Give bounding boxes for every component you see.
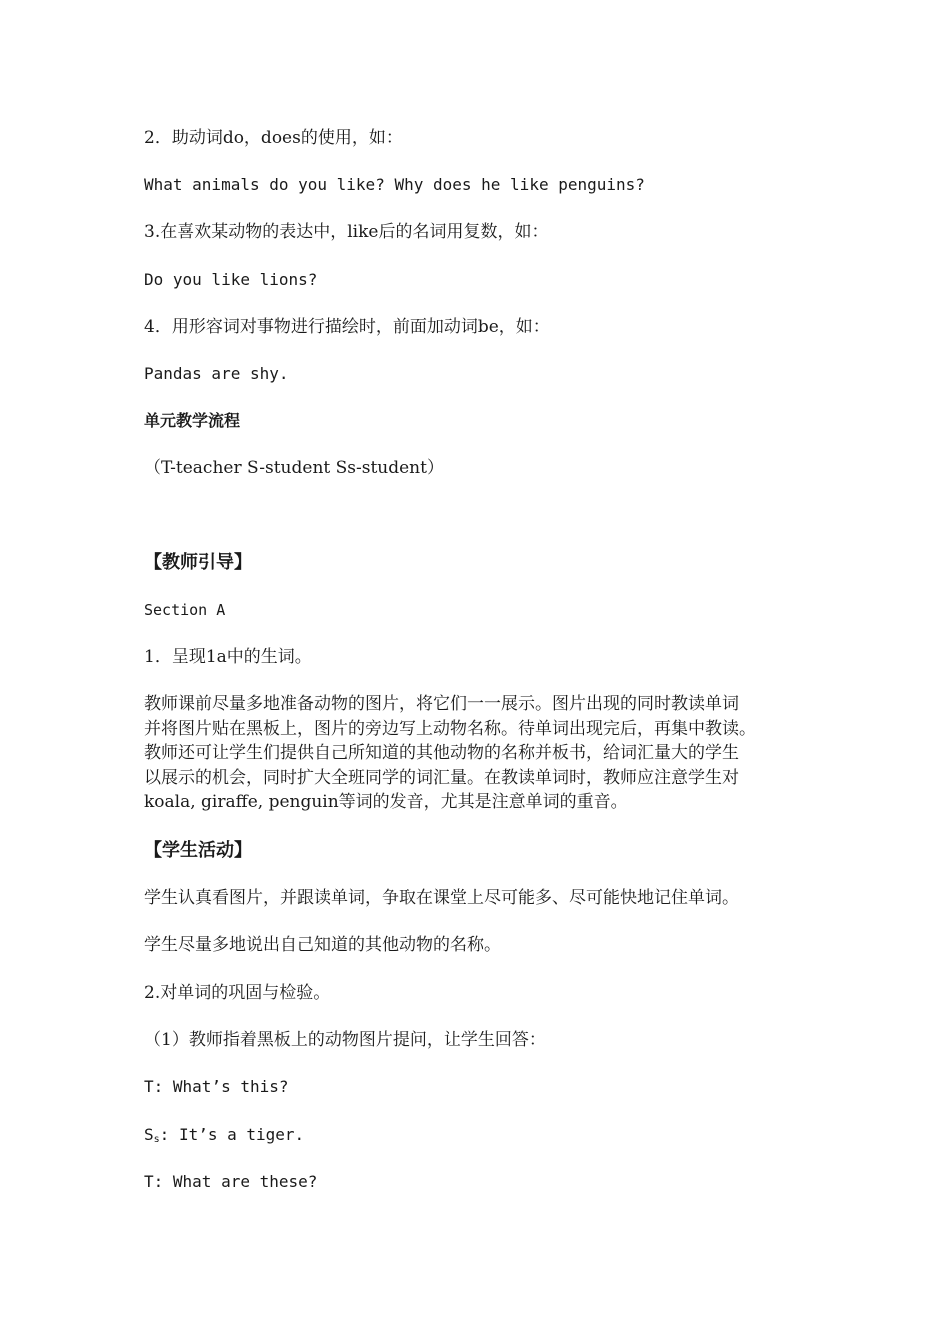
student-activity-2: 学生尽量多地说出自己知道的其他动物的名称。 bbox=[144, 935, 501, 955]
paragraph-line: koala, giraffe, penguin等词的发音，尤其是注意单词的重音。 bbox=[144, 792, 628, 812]
student-activity-1: 学生认真看图片，并跟读单词，争取在课堂上尽可能多、尽可能快地记住单词。 bbox=[144, 888, 739, 908]
paragraph-line: 教师还可让学生们提供自己所知道的其他动物的名称并板书，给词汇量大的学生 bbox=[144, 743, 739, 763]
grammar-point-4: 4．用形容词对事物进行描绘时，前面加动词be，如： bbox=[144, 317, 550, 337]
paragraph-line: 教师课前尽量多地准备动物的图片，将它们一一展示。图片出现的同时教读单词 bbox=[144, 694, 739, 714]
speaker-subscript: s bbox=[153, 1134, 160, 1145]
paragraph-line: 并将图片贴在黑板上，图片的旁边写上动物名称。待单词出现完后，再集中教读。 bbox=[144, 718, 756, 739]
dialogue-teacher: T: What’s this? bbox=[144, 1077, 289, 1096]
paragraph-line: 以展示的机会，同时扩大全班同学的词汇量。在教读单词时，教师应注意学生对 bbox=[144, 767, 739, 788]
dialogue-teacher: T: What are these? bbox=[144, 1172, 318, 1191]
teacher-instructions-paragraph bbox=[144, 692, 814, 815]
teacher-guide-heading: 【教师引导】 bbox=[144, 552, 252, 573]
dialogue-students bbox=[144, 1123, 304, 1152]
example-sentence: Do you like lions? bbox=[144, 270, 318, 289]
grammar-point-3: 3.在喜欢某动物的表达中，like后的名词用复数，如： bbox=[144, 222, 549, 242]
student-activity-heading: 【学生活动】 bbox=[144, 840, 252, 861]
section-heading: 单元教学流程 bbox=[144, 411, 241, 430]
grammar-point-2: 2．助动词do，does的使用，如： bbox=[144, 128, 403, 148]
example-sentence: Pandas are shy. bbox=[144, 364, 289, 383]
step-1: 1．呈现1a中的生词。 bbox=[144, 647, 312, 667]
step-2-sub-1: （1）教师指着黑板上的动物图片提问，让学生回答： bbox=[144, 1030, 546, 1050]
section-label: Section A bbox=[144, 601, 226, 619]
speaker-label: S bbox=[144, 1125, 154, 1144]
abbreviation-note: （T-teacher S-student Ss-student） bbox=[144, 458, 444, 478]
step-2: 2.对单词的巩固与检验。 bbox=[144, 983, 331, 1003]
example-sentence: What animals do you like? Why does he like penguins? bbox=[144, 175, 645, 194]
dialogue-text: : It’s a tiger. bbox=[159, 1125, 305, 1144]
